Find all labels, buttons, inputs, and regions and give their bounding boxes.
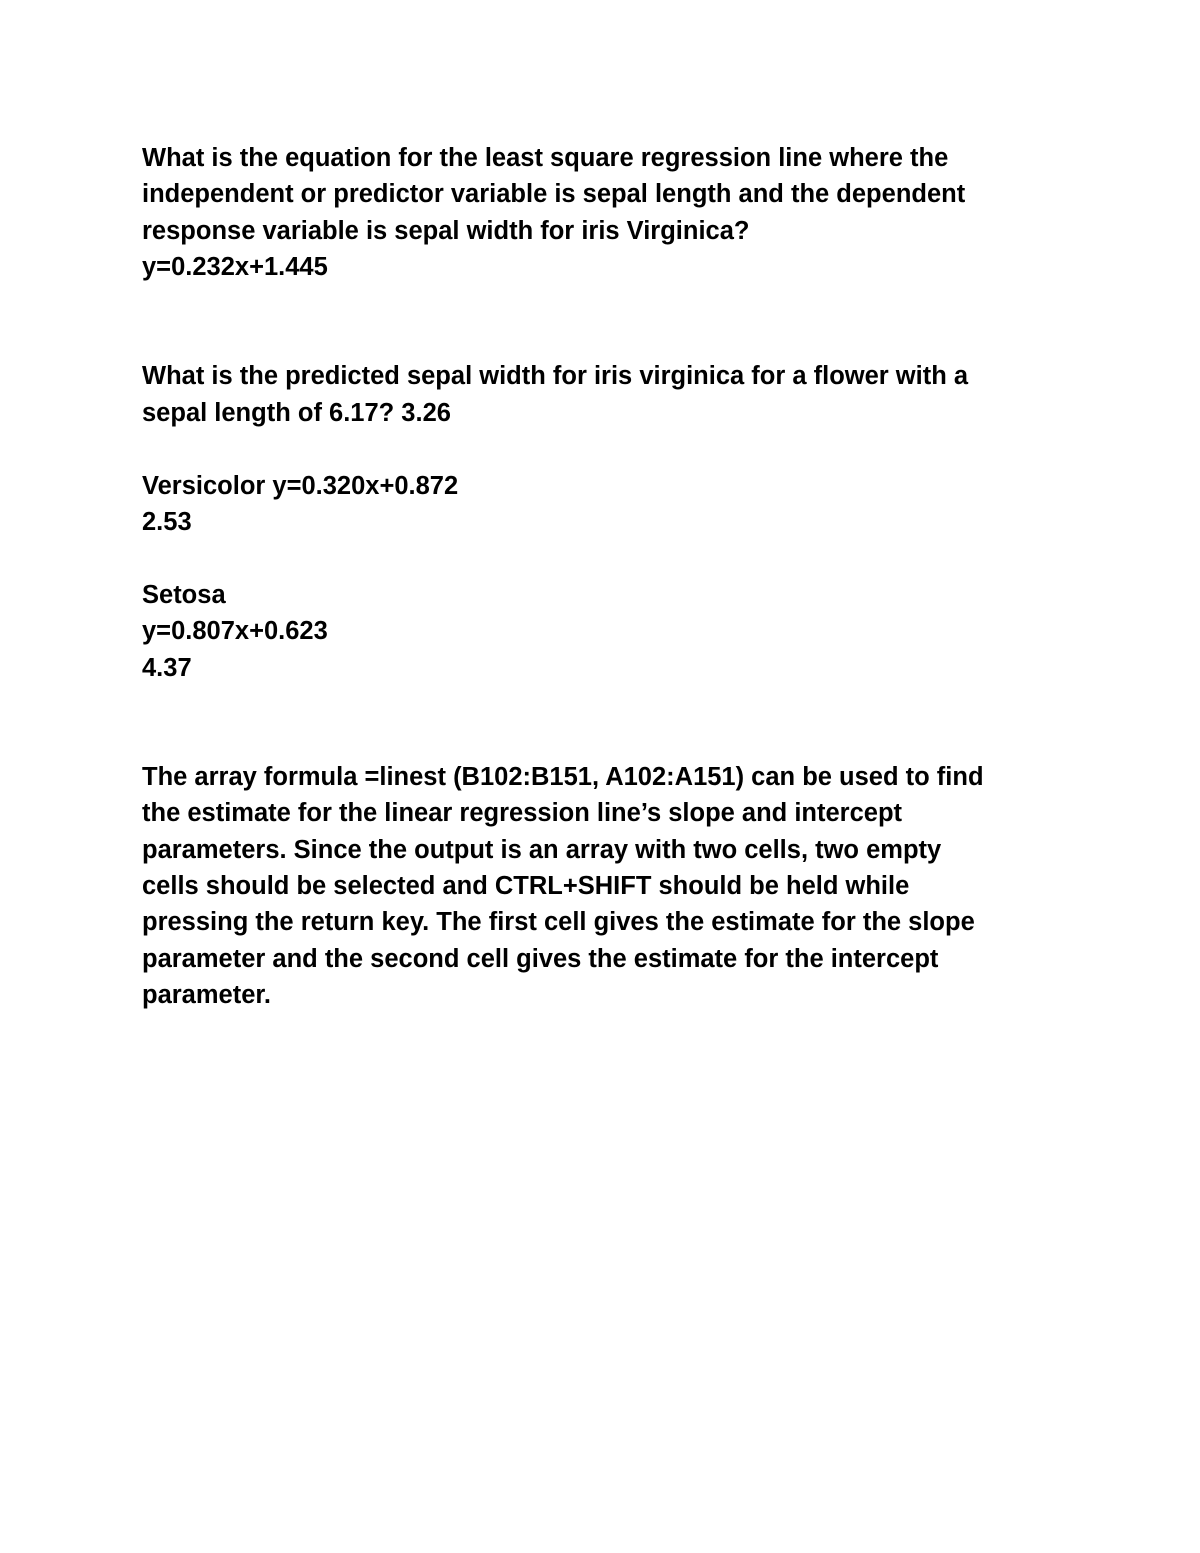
question-line: What is the equation for the least square regression line where the	[142, 144, 949, 172]
spacer	[142, 540, 1072, 576]
paragraph-line: parameters. Since the output is an array with two cells, two empty	[142, 835, 942, 864]
spacer	[142, 722, 1072, 758]
question-line: response variable is sepal width for iris Virginica?	[142, 216, 750, 245]
question-line: independent or predictor variable is sepal length and the dependent	[142, 180, 966, 209]
question-regression-equation	[142, 140, 1072, 286]
question-line: sepal length of 6.17? 3.26	[142, 398, 451, 427]
question-predicted-width	[142, 358, 1072, 431]
question-line: What is the predicted sepal width for iris virginica for a flower with a	[142, 362, 969, 391]
paragraph-line: parameter.	[142, 981, 271, 1010]
setosa-label: Setosa	[142, 580, 226, 609]
paragraph-line: cells should be selected and CTRL+SHIFT should be held while	[142, 872, 910, 901]
spacer	[142, 431, 1072, 467]
paragraph-line: The array formula =linest (B102:B151, A102:A151) can be used to find	[142, 762, 984, 791]
document-body	[142, 140, 1072, 1014]
virginica-equation: y=0.232x+1.445	[142, 253, 328, 282]
setosa-equation: y=0.807x+0.623	[142, 617, 328, 646]
versicolor-prediction: 2.53	[142, 508, 192, 537]
spacer	[142, 286, 1072, 322]
paragraph-line: the estimate for the linear regression line’s slope and intercept	[142, 799, 903, 828]
spacer	[142, 686, 1072, 722]
spacer	[142, 322, 1072, 358]
versicolor-equation: Versicolor y=0.320x+0.872	[142, 471, 459, 500]
paragraph-line: pressing the return key. The first cell gives the estimate for the slope	[142, 908, 975, 937]
paragraph-line: parameter and the second cell gives the estimate for the intercept	[142, 944, 939, 973]
setosa-prediction: 4.37	[142, 653, 192, 682]
versicolor-section	[142, 468, 1072, 541]
linest-explanation-paragraph	[142, 759, 1072, 1014]
setosa-section	[142, 577, 1072, 686]
